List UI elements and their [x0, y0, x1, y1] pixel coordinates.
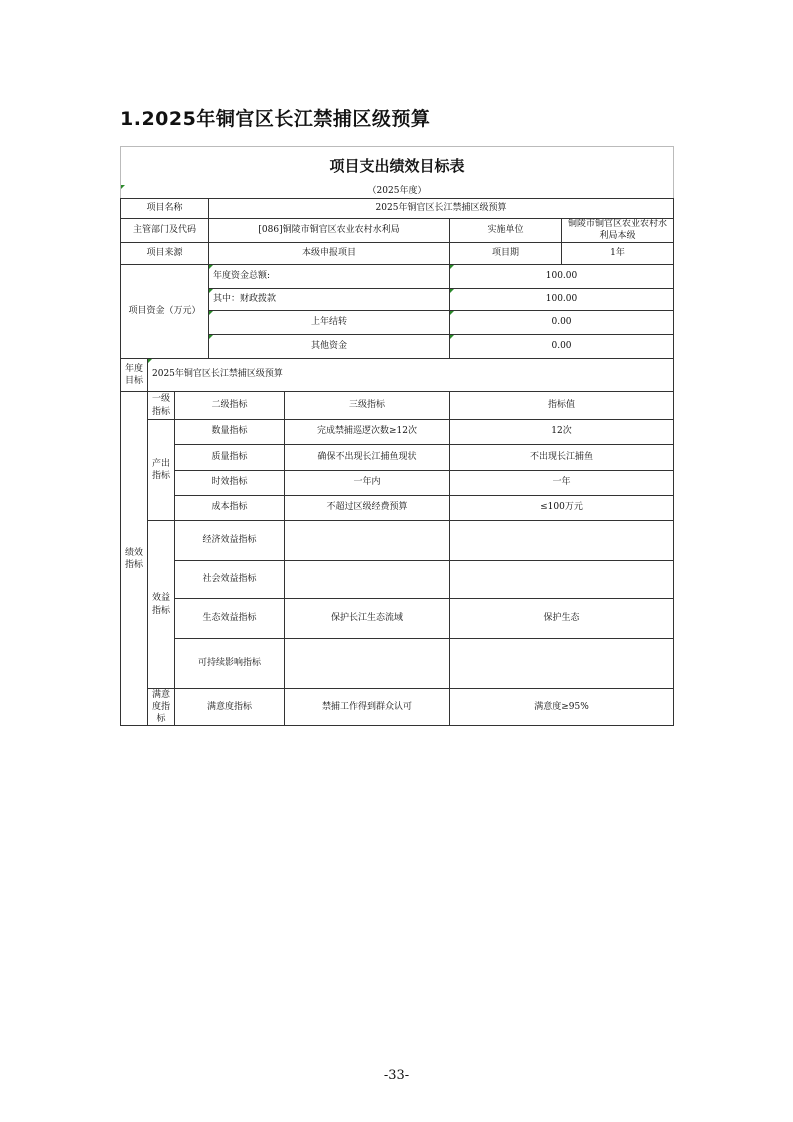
table-row-l3	[285, 521, 450, 561]
table-row-l2: 社会效益指标	[175, 561, 285, 599]
header-level3: 三级指标	[285, 392, 450, 420]
funds-total-label: 年度资金总额:	[209, 265, 450, 289]
table-row-l2: 满意度指标	[175, 689, 285, 726]
dept-value: [086]铜陵市铜官区农业农村水利局	[209, 219, 450, 243]
page-heading: 1.2025年铜官区长江禁捕区级预算	[120, 108, 431, 130]
table-row-l2: 可持续影响指标	[175, 639, 285, 689]
table-row-l2: 数量指标	[175, 420, 285, 445]
benefit-label: 效益指标	[148, 521, 175, 689]
dept-label: 主管部门及代码	[121, 219, 209, 243]
table-row-l3	[285, 639, 450, 689]
funds-label: 项目资金（万元）	[121, 265, 209, 359]
table-row-l2: 时效指标	[175, 471, 285, 496]
table-row-l2: 生态效益指标	[175, 599, 285, 639]
funds-other-label: 其他资金	[209, 335, 450, 359]
header-level1: 一级指标	[148, 392, 175, 420]
page-number: -33-	[383, 1068, 410, 1083]
impl-value: 铜陵市铜官区农业农村水利局本级	[562, 219, 674, 243]
table-row-value: 一年	[450, 471, 674, 496]
perf-label: 绩效指标	[121, 392, 148, 726]
table-row-l3: 禁捕工作得到群众认可	[285, 689, 450, 726]
impl-label: 实施单位	[450, 219, 562, 243]
satisfaction-label: 满意度指标	[148, 689, 175, 726]
header-value: 指标值	[450, 392, 674, 420]
project-name-label: 项目名称	[121, 199, 209, 219]
funds-carryover-value: 0.00	[450, 311, 674, 335]
funds-other-value: 0.00	[450, 335, 674, 359]
table-row-l2: 经济效益指标	[175, 521, 285, 561]
annual-goal-value: 2025年铜官区长江禁捕区级预算	[148, 359, 674, 392]
table-row-value: 保护生态	[450, 599, 674, 639]
table-row-l3: 确保不出现长江捕鱼现状	[285, 445, 450, 471]
table-row-l2: 成本指标	[175, 496, 285, 521]
table-row-value	[450, 561, 674, 599]
table-row-l3	[285, 561, 450, 599]
table-row-l3: 保护长江生态流域	[285, 599, 450, 639]
performance-target-table	[120, 146, 674, 726]
header-level2: 二级指标	[175, 392, 285, 420]
funds-fiscal-label: 其中：财政拨款	[209, 289, 450, 311]
funds-fiscal-value: 100.00	[450, 289, 674, 311]
table-row-l3: 不超过区级经费预算	[285, 496, 450, 521]
table-row-value	[450, 639, 674, 689]
funds-total-value: 100.00	[450, 265, 674, 289]
table-row-value	[450, 521, 674, 561]
table-row-l2: 质量指标	[175, 445, 285, 471]
source-value: 本级申报项目	[209, 243, 450, 265]
output-label: 产出指标	[148, 420, 175, 521]
performance-table-container	[120, 146, 673, 726]
table-row-l3: 完成禁捕巡逻次数≥12次	[285, 420, 450, 445]
table-year: （2025年度）	[121, 185, 674, 199]
table-title: 项目支出绩效目标表	[121, 147, 674, 186]
table-row-value: ≤100万元	[450, 496, 674, 521]
table-row-value: 满意度≥95%	[450, 689, 674, 726]
source-label: 项目来源	[121, 243, 209, 265]
table-row-value: 12次	[450, 420, 674, 445]
project-name-value: 2025年铜官区长江禁捕区级预算	[209, 199, 674, 219]
table-row-value: 不出现长江捕鱼	[450, 445, 674, 471]
funds-carryover-label: 上年结转	[209, 311, 450, 335]
period-label: 项目期	[450, 243, 562, 265]
period-value: 1年	[562, 243, 674, 265]
annual-goal-label: 年度目标	[121, 359, 148, 392]
table-row-l3: 一年内	[285, 471, 450, 496]
